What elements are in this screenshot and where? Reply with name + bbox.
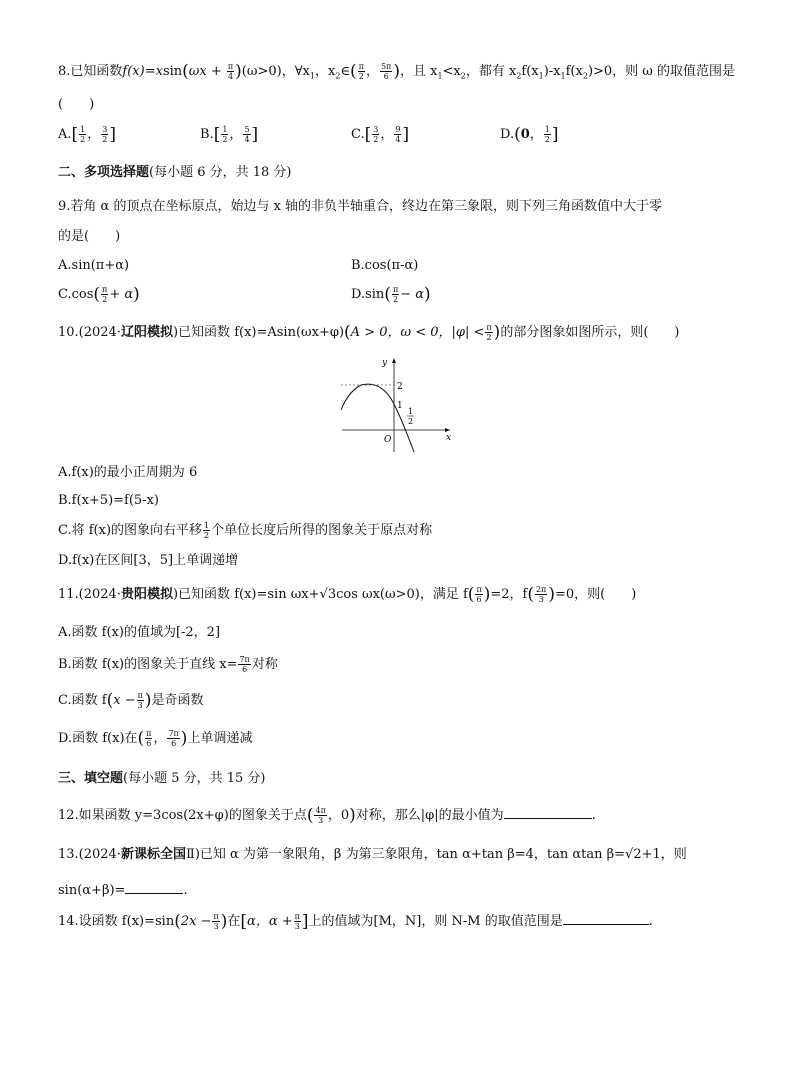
tick-label-1: 1 — [397, 401, 403, 411]
q14-line: 14.设函数 f(x)=sin(2x − $\frac{\pi}{3}$ )在[α，α + $\frac{\pi}{3}$ ]上的值域为[M，N]，则 N-M 的取值范围是 . — [58, 911, 653, 932]
q9-line2: 的是( ) — [58, 229, 121, 244]
q9-option-c[interactable]: C.cos( $\frac{\pi}{2}$ + α) — [58, 284, 140, 305]
tick-label-half-num: 1 — [408, 407, 414, 416]
section-heading-multi-choice: 二、多项选择题(每小题 6 分，共 18 分) — [58, 165, 292, 180]
q9-option-b[interactable]: B.cos(π-α) — [351, 258, 419, 273]
q11-option-a[interactable]: A.函数 f(x)的值域为[-2，2] — [58, 625, 221, 640]
origin-label: O — [384, 435, 392, 445]
x-axis-label: x — [446, 433, 452, 443]
q10-option-b[interactable]: B.f(x+5)=f(5-x) — [58, 493, 159, 508]
tick-label-2: 2 — [397, 382, 403, 392]
sine-curve — [341, 384, 414, 452]
q14-answer-blank[interactable] — [563, 912, 649, 925]
q11-option-c[interactable]: C.函数 f(x − $\frac{\pi}{3}$ )是奇函数 — [58, 690, 204, 711]
q8-answer-paren: ( ) — [58, 97, 95, 112]
q9-line1: 9.若角 α 的顶点在坐标原点，始边与 x 轴的非负半轴重合，终边在第三象限，则下列三角函数值中大于零 — [58, 199, 663, 214]
y-axis-label: y — [382, 358, 388, 368]
q11-option-b[interactable]: B.函数 f(x)的图象关于直线 x= $\frac{7\pi}{6}$ 对称 — [58, 655, 278, 674]
q13-line1: 13.(2024·新课标全国Ⅱ)已知 α 为第一象限角，β 为第三象限角，tan α+tan β=4，tan αtan β=√2+1，则 — [58, 847, 687, 862]
q10-option-c[interactable]: C.将 f(x)的图象向右平移 $\frac{1}{2}$ 个单位长度后所得的图象关于原点对称 — [58, 521, 433, 540]
q12-line: 12.如果函数 y=3cos(2x+φ)的图象关于点( $\frac{4\pi}{3}$ ，0)对称，那么|φ|的最小值为 . — [58, 805, 596, 826]
q13-answer-blank[interactable] — [125, 881, 183, 894]
q10-function-graph — [338, 352, 458, 454]
q9-option-a[interactable]: A.sin(π+α) — [58, 258, 130, 273]
q8-option-d[interactable]: D.(0， $\frac{1}{2}$ ] — [500, 124, 559, 145]
q11-option-d[interactable]: D.函数 f(x)在( $\frac{\pi}{6}$ ， $\frac{7\pi}{6}$ )上单调递减 — [58, 728, 253, 749]
q10-option-d[interactable]: D.f(x)在区间[3，5]上单调递增 — [58, 553, 239, 568]
tick-label-half-den: 2 — [408, 417, 414, 426]
q12-answer-blank[interactable] — [504, 806, 592, 819]
q8-option-a[interactable]: A.[ $\frac{1}{2}$ ， $\frac{3}{2}$ ] — [58, 124, 117, 145]
q8-option-c[interactable]: C.[ $\frac{3}{2}$ ， $\frac{9}{4}$ ] — [351, 124, 410, 145]
q9-option-d[interactable]: D.sin( $\frac{\pi}{2}$ − α) — [351, 284, 431, 305]
q8-option-b[interactable]: B.[ $\frac{1}{2}$ ， $\frac{5}{4}$ ] — [200, 124, 259, 145]
x-axis-arrow — [445, 428, 450, 432]
q10-option-a[interactable]: A.f(x)的最小正周期为 6 — [58, 465, 198, 480]
q8-line1: 8.已知函数f(x)=xsin(ωx + $\frac{\pi}{4}$ )(ω>0)，$\forall x_1$，$x_2\in$( $\frac{\pi}{2}$ ， $\frac{5\pi}{6}$ )，且 $x_1<x_2$，都有 $x_2f(x_1)-x_1f(x_2)>0$，则 ω 的取值范围是 — [58, 61, 736, 82]
q13-line2: sin(α+β)= . — [58, 883, 188, 898]
section-heading-fill-in: 三、填空题(每小题 5 分，共 15 分) — [58, 771, 266, 786]
y-axis-arrow — [392, 358, 396, 363]
q11-line1: 11.(2024·贵阳模拟)已知函数 f(x)=sin ωx+√3cos ωx(ω>0)，满足 f( $\frac{\pi}{6}$ )=2，f( $\frac{2\pi}{3}$ )=0，则( ) — [58, 584, 637, 605]
q10-line1: 10.(2024·辽阳模拟)已知函数 f(x)=Asin(ωx+φ)(A > 0，ω < 0，|φ| < $\frac{\pi}{2}$ )的部分图象如图所示，则( ) — [58, 322, 680, 343]
